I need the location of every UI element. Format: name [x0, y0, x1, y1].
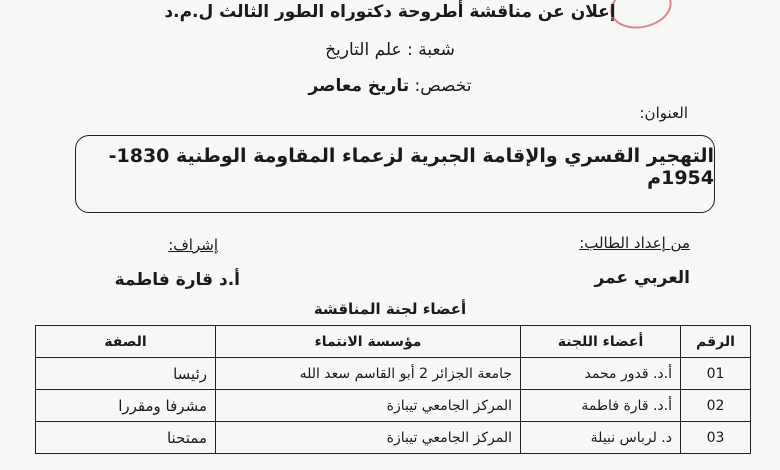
committee-table	[35, 325, 751, 454]
announcement-title: إعلان عن مناقشة أطروحة دكتوراه الطور الثالث ل.م.د	[164, 2, 616, 22]
row-number: 03	[681, 422, 751, 454]
thesis-title: التهجير القسري والإقامة الجبرية لزعماء المقاومة الوطنية 1830-1954م	[108, 145, 714, 189]
student-name: العربي عمر	[594, 268, 690, 288]
student-label: من إعداد الطالب:	[579, 234, 690, 252]
row-role: ممتحنا	[36, 422, 216, 454]
row-number: 02	[681, 390, 751, 422]
row-member: د. لرباس نبيلة	[521, 422, 681, 454]
supervisor-name: أ.د قارة فاطمة	[114, 270, 240, 290]
specialty-label: تخصص:	[414, 76, 472, 96]
row-role: رئيسا	[36, 358, 216, 390]
title-label: العنوان:	[639, 104, 688, 122]
specialty-line	[0, 76, 780, 96]
table-row	[36, 358, 751, 390]
table-header-row	[36, 326, 751, 358]
specialty-value: تاريخ معاصر	[308, 76, 410, 96]
row-member: أ.د. قدور محمد	[521, 358, 681, 390]
row-institution: المركز الجامعي تيبازة	[216, 390, 521, 422]
table-row	[36, 390, 751, 422]
column-header-institution: مؤسسة الانتماء	[216, 326, 521, 358]
row-role: مشرفا ومقررا	[36, 390, 216, 422]
thesis-title-box	[75, 135, 715, 213]
row-institution: جامعة الجزائر 2 أبو القاسم سعد الله	[216, 358, 521, 390]
row-number: 01	[681, 358, 751, 390]
column-header-member: أعضاء اللجنة	[521, 326, 681, 358]
row-institution: المركز الجامعي تيبازة	[216, 422, 521, 454]
column-header-role: الصفة	[36, 326, 216, 358]
table-row	[36, 422, 751, 454]
supervisor-label: إشراف:	[168, 236, 218, 254]
column-header-number: الرقم	[681, 326, 751, 358]
committee-heading: أعضاء لجنة المناقشة	[313, 300, 467, 318]
row-member: أ.د. قارة فاطمة	[521, 390, 681, 422]
branch-line: شعبة : علم التاريخ	[325, 40, 455, 60]
